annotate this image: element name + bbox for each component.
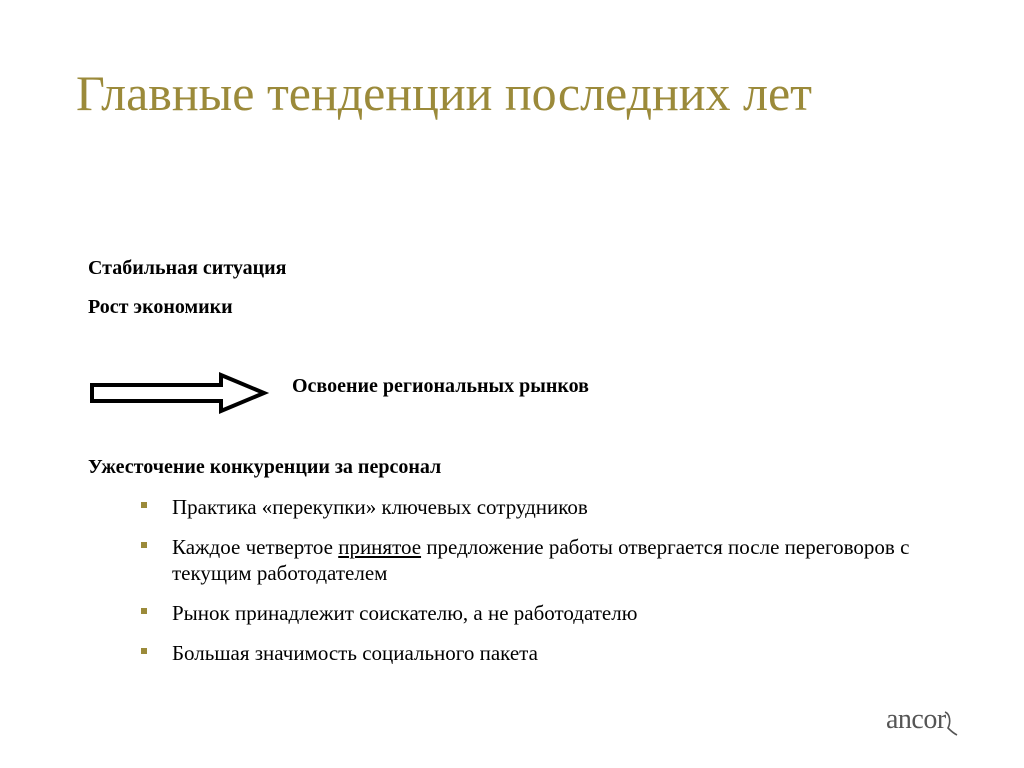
- bullet-text: Рынок принадлежит соискателю, а не работодателю: [172, 601, 638, 625]
- bullet-item: [140, 640, 940, 666]
- bullet-item: [140, 534, 940, 586]
- square-bullet-icon: [141, 542, 147, 548]
- right-arrow-icon: [88, 372, 270, 414]
- bullet-item: [140, 600, 940, 626]
- stable-situation-text: Стабильная ситуация: [88, 257, 287, 279]
- slide-title: Главные тенденции последних лет: [76, 65, 813, 121]
- competition-heading: Ужесточение конкуренции за персонал: [88, 456, 442, 478]
- economic-growth-text: Рост экономики: [88, 296, 233, 318]
- logo-text: ancor: [886, 704, 946, 735]
- logo-swoosh-icon: [944, 706, 958, 736]
- bullet-text: Большая значимость социального пакета: [172, 641, 538, 665]
- square-bullet-icon: [141, 502, 147, 508]
- bullet-underlined-word: принятое: [338, 535, 422, 559]
- bullet-text: Практика «перекупки» ключевых сотрудников: [172, 495, 588, 519]
- bullet-text-end: предложение работы отвергается после переговоров с текущим работодателем: [172, 535, 910, 585]
- square-bullet-icon: [141, 648, 147, 654]
- bullet-list: [140, 494, 940, 680]
- ancor-logo: [886, 706, 958, 736]
- regional-markets-text: Освоение региональных рынков: [292, 375, 589, 397]
- bullet-item: [140, 494, 940, 520]
- square-bullet-icon: [141, 608, 147, 614]
- bullet-text-start: Каждое четвертое: [172, 535, 339, 559]
